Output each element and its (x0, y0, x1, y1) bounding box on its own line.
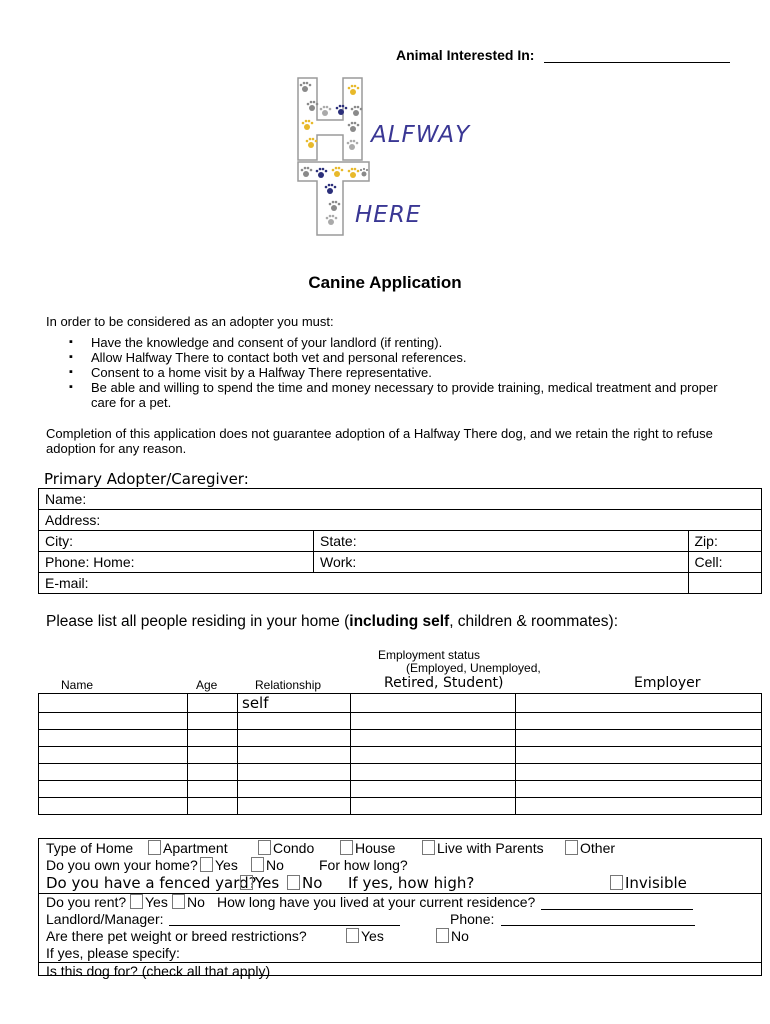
phone-home-field[interactable] (39, 552, 314, 573)
household-age-cell[interactable] (188, 764, 238, 781)
primary-adopter-heading: Primary Adopter/Caregiver: (44, 470, 249, 488)
type-of-home-label: Type of Home (46, 840, 134, 856)
household-name-cell[interactable] (39, 730, 188, 747)
table-row (39, 747, 762, 764)
own-home-row (39, 857, 761, 874)
household-employment-cell[interactable] (351, 713, 516, 730)
lived-question: How long have you lived at your current residence? (217, 894, 536, 910)
requirement-item: ▪ Consent to a home visit by a Halfway There representative. (46, 365, 736, 380)
own-home-yes-label: Yes (215, 857, 238, 873)
city-field[interactable] (39, 531, 314, 552)
table-row (39, 713, 762, 730)
how-long-own-label: For how long? (319, 857, 408, 873)
apartment-checkbox[interactable] (148, 840, 161, 855)
address-label: Address: (45, 512, 101, 528)
household-age-cell[interactable] (188, 781, 238, 798)
household-age-cell[interactable] (188, 730, 238, 747)
fenced-yes-label: Yes (255, 874, 280, 892)
household-heading-pre: Please list all people residing in your home ( (46, 613, 350, 630)
household-relationship-cell[interactable] (238, 747, 351, 764)
name-label: Name: (45, 491, 87, 507)
name-field[interactable] (39, 489, 762, 510)
fenced-no-label: No (302, 874, 323, 892)
household-employer-cell[interactable] (516, 713, 762, 730)
restrictions-no-label: No (451, 928, 469, 944)
household-relationship-cell[interactable] (238, 781, 351, 798)
own-home-no-label: No (266, 857, 284, 873)
animal-interested-label: Animal Interested In: (396, 47, 535, 63)
household-age-cell[interactable] (188, 694, 238, 713)
apartment-label: Apartment (163, 840, 228, 856)
landlord-field[interactable] (169, 912, 400, 926)
logo-word-alfway: ALFWAY (371, 122, 471, 148)
col-employer-header: Employer (634, 675, 701, 691)
specify-label: If yes, please specify: (46, 945, 180, 961)
invisible-fence-checkbox[interactable] (610, 875, 623, 890)
household-heading-bold: including self (349, 613, 450, 630)
col-employment-line2: (Employed, Unemployed, (406, 661, 541, 675)
city-label: City: (45, 533, 73, 549)
landlord-phone-field[interactable] (501, 912, 695, 926)
house-checkbox[interactable] (340, 840, 353, 855)
invisible-fence-label: Invisible (625, 874, 687, 892)
requirement-item: ▪ Allow Halfway There to contact both vet and personal references. (46, 350, 736, 365)
requirement-item: ▪ Be able and willing to spend the time and money necessary to provide training, medical treatment and proper care for a pet. (46, 380, 736, 410)
household-name-cell[interactable] (39, 713, 188, 730)
household-employer-cell[interactable] (516, 798, 762, 815)
other-home-checkbox[interactable] (565, 840, 578, 855)
rent-no-label: No (187, 894, 205, 910)
email-extra-cell (688, 573, 762, 594)
address-field[interactable] (39, 510, 762, 531)
residence-duration-field[interactable] (541, 896, 693, 910)
household-employment-cell[interactable] (351, 747, 516, 764)
dog-for-row (39, 963, 761, 980)
household-name-cell[interactable] (39, 764, 188, 781)
how-high-label: If yes, how high? (348, 874, 475, 892)
landlord-label: Landlord/Manager: (46, 911, 164, 927)
col-employment-line3: Retired, Student) (384, 675, 504, 691)
animal-interested-row (396, 47, 730, 63)
household-relationship-cell[interactable] (238, 713, 351, 730)
work-phone-field[interactable] (314, 552, 689, 573)
page-title: Canine Application (308, 273, 462, 292)
rent-yes-checkbox[interactable] (130, 894, 143, 909)
household-name-cell[interactable] (39, 798, 188, 815)
fenced-yard-question: Do you have a fenced yard? (46, 874, 257, 892)
email-field[interactable] (39, 573, 689, 594)
rent-row (39, 894, 761, 911)
restrictions-no-checkbox[interactable] (436, 928, 449, 943)
cell-label: Cell: (694, 554, 723, 570)
state-label: State: (320, 533, 357, 549)
relationship-self: self (242, 694, 269, 712)
household-employer-cell[interactable] (516, 730, 762, 747)
rent-question: Do you rent? (46, 894, 127, 910)
household-employer-cell[interactable] (516, 764, 762, 781)
household-relationship-cell[interactable] (238, 730, 351, 747)
household-employer-cell[interactable] (516, 747, 762, 764)
own-home-no-checkbox[interactable] (251, 857, 264, 872)
own-home-yes-checkbox[interactable] (200, 857, 213, 872)
rent-no-checkbox[interactable] (172, 894, 185, 909)
specify-row (39, 945, 761, 962)
table-row (39, 764, 762, 781)
table-row (39, 730, 762, 747)
zip-label: Zip: (694, 533, 718, 549)
household-name-cell[interactable] (39, 781, 188, 798)
condo-checkbox[interactable] (258, 840, 271, 855)
home-section (38, 838, 762, 979)
household-heading-post: , children & roommates): (449, 613, 619, 630)
household-age-cell[interactable] (188, 713, 238, 730)
household-name-cell[interactable] (39, 694, 188, 713)
disclaimer-text: Completion of this application does not guarantee adoption of a Halfway There dog, and we retain the right to refuse adoption for any reason. (46, 426, 713, 456)
live-with-parents-checkbox[interactable] (422, 840, 435, 855)
restrictions-question: Are there pet weight or breed restrictions? (46, 928, 307, 944)
house-label: House (355, 840, 396, 856)
condo-label: Condo (273, 840, 315, 856)
household-employment-cell[interactable] (351, 798, 516, 815)
col-name-header: Name (61, 678, 94, 692)
rent-yes-label: Yes (145, 894, 168, 910)
restrictions-row (39, 928, 761, 945)
household-relationship-cell[interactable] (238, 694, 351, 713)
household-name-cell[interactable] (39, 747, 188, 764)
household-employment-cell[interactable] (351, 764, 516, 781)
fenced-yes-checkbox[interactable] (240, 875, 253, 890)
intro-text: In order to be considered as an adopter you must: (46, 314, 334, 329)
col-age-header: Age (196, 678, 218, 692)
work-label: Work: (320, 554, 357, 570)
phone-home-label: Phone: Home: (45, 554, 135, 570)
household-employment-cell[interactable] (351, 730, 516, 747)
other-home-label: Other (580, 840, 616, 856)
col-relationship-header: Relationship (255, 678, 322, 692)
landlord-phone-label: Phone: (450, 911, 495, 927)
live-with-parents-label: Live with Parents (437, 840, 544, 856)
dog-for-label: Is this dog for? (check all that apply) (46, 963, 271, 979)
requirements-list (46, 335, 736, 410)
household-employment-cell[interactable] (351, 781, 516, 798)
zip-field[interactable] (688, 531, 762, 552)
landlord-row (39, 911, 761, 928)
logo-word-here: HERE (355, 202, 422, 228)
state-field[interactable] (314, 531, 689, 552)
restrictions-yes-checkbox[interactable] (346, 928, 359, 943)
animal-interested-field[interactable] (544, 48, 730, 63)
type-of-home-row (39, 839, 761, 857)
household-table (38, 693, 762, 815)
table-row (39, 781, 762, 798)
fenced-yard-row (39, 874, 761, 893)
household-employment-cell[interactable] (351, 694, 516, 713)
household-age-cell[interactable] (188, 747, 238, 764)
household-relationship-cell[interactable] (238, 798, 351, 815)
own-home-question: Do you own your home? (46, 857, 198, 873)
table-row (39, 694, 762, 713)
household-heading (46, 613, 618, 631)
table-row (39, 798, 762, 815)
fenced-no-checkbox[interactable] (287, 875, 300, 890)
halfway-there-logo (295, 75, 495, 240)
email-label: E-mail: (45, 575, 89, 591)
household-relationship-cell[interactable] (238, 764, 351, 781)
cell-phone-field[interactable] (688, 552, 762, 573)
restrictions-yes-label: Yes (361, 928, 384, 944)
primary-adopter-table (38, 488, 762, 594)
household-employer-cell[interactable] (516, 781, 762, 798)
requirement-item: ▪ Have the knowledge and consent of your landlord (if renting). (46, 335, 736, 350)
household-employer-cell[interactable] (516, 694, 762, 713)
col-employment-line1: Employment status (378, 648, 481, 662)
household-age-cell[interactable] (188, 798, 238, 815)
